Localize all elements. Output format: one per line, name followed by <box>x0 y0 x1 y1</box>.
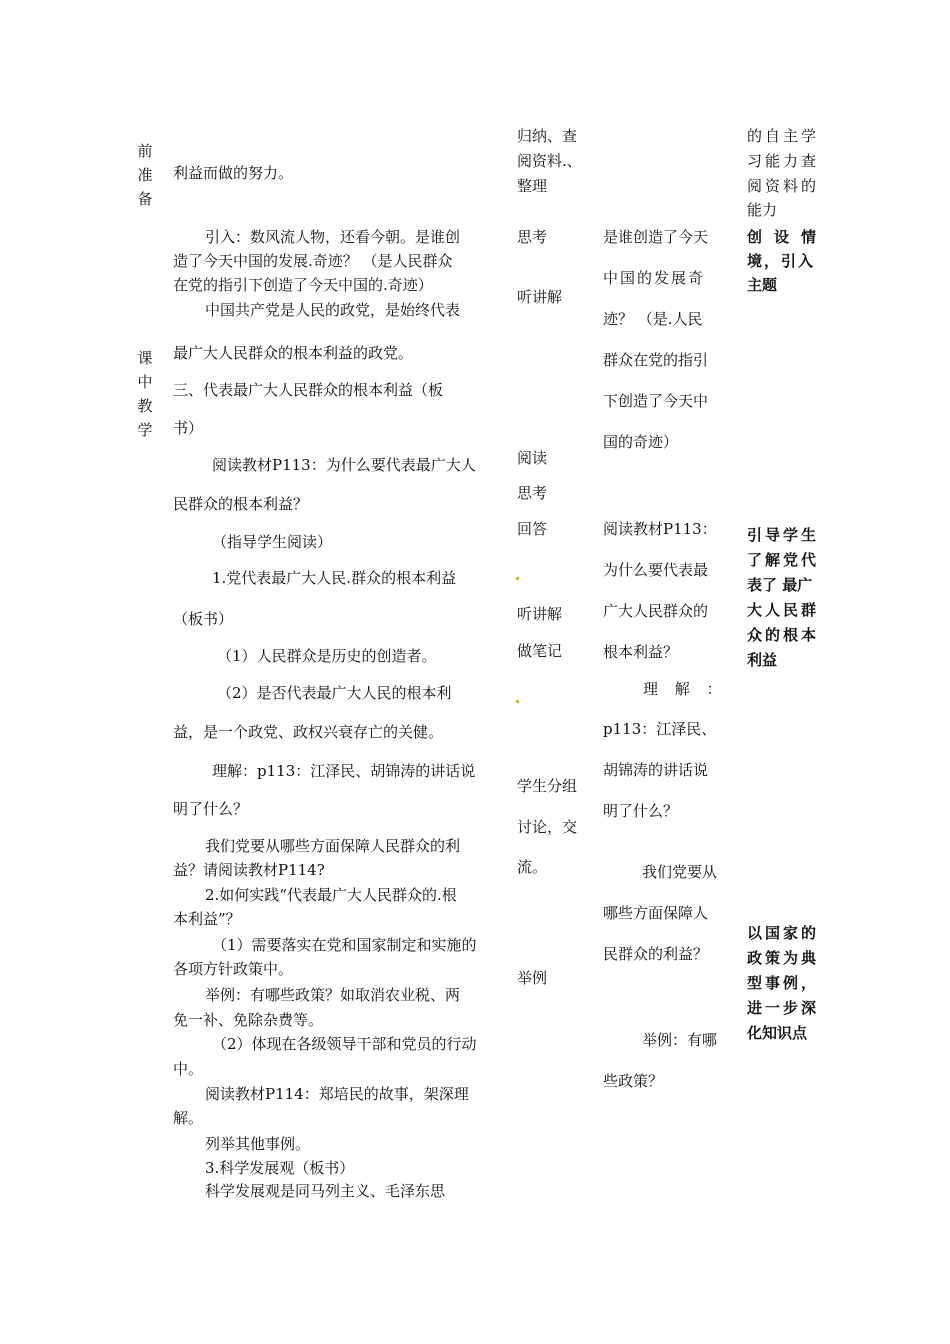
intent-line: 主题 <box>747 276 778 294</box>
intent-line: 了解党代 <box>747 551 820 569</box>
intent-line: 利益 <box>747 651 778 669</box>
intent-line: 创设情 <box>747 228 829 246</box>
content-line: 引入：数风流人物，还看今朝。是谁创 <box>205 228 461 246</box>
activity-line: 回答 <box>517 520 548 538</box>
teacher-line: 下创造了今天中 <box>603 392 709 410</box>
intent-line: 能力 <box>747 201 778 219</box>
content-line: 造了今天中国的发展.奇迹？ （是人民群众 <box>173 252 453 270</box>
teacher-line: 举例：有哪 <box>642 1031 718 1049</box>
teacher-line: 广大人民群众的 <box>603 602 709 620</box>
activity-line: 思考 <box>517 228 548 246</box>
content-line: 阅读教材P114：郑培民的故事，架深理 <box>205 1085 469 1103</box>
activity-line: 听讲解 <box>517 288 563 306</box>
content-line: 3.科学发展观（板书） <box>205 1159 355 1177</box>
section-heading: 三、代表最广大人民群众的根本利益（板 <box>173 381 444 399</box>
intent-line: 进一步深 <box>747 999 820 1017</box>
content-line: （1）人民群众是历史的创造者。 <box>217 647 437 665</box>
teacher-line: 明了什么？ <box>603 802 679 820</box>
intent-line: 习能力查 <box>747 152 820 170</box>
intent-line: 境，引入 <box>747 252 816 270</box>
content-line: 中。 <box>173 1060 204 1078</box>
content-line: （1）需要落实在党和国家制定和实施的 <box>212 936 477 954</box>
content-line: 书） <box>173 419 204 437</box>
phase-char: 中 <box>137 373 153 391</box>
stray-mark <box>516 577 519 580</box>
activity-line: 阅资料.、 <box>517 152 582 170</box>
content-line: 明了什么？ <box>173 800 249 818</box>
phase-label-pre-class <box>135 139 155 211</box>
content-line: 举例：有哪些政策？如取消农业税、两 <box>205 986 461 1004</box>
phase-label-in-class <box>135 346 155 442</box>
activity-line: 讨论，交 <box>517 818 578 836</box>
content-line: 本利益”？ <box>173 910 241 928</box>
teacher-line: 为什么要代表最 <box>603 561 709 579</box>
content-line: （板书） <box>173 610 234 628</box>
stray-mark <box>516 700 519 703</box>
activity-line: 举例 <box>517 969 548 987</box>
activity-line: 流。 <box>517 858 548 876</box>
phase-char: 前 <box>137 142 153 160</box>
teacher-line: 胡锦涛的讲话说 <box>603 761 709 779</box>
content-line: 我们党要从哪些方面保障人民群众的利 <box>205 837 461 855</box>
intent-line: 化知识点 <box>747 1024 808 1042</box>
phase-char: 备 <box>137 190 153 208</box>
content-line: 阅读教材P113：为什么要代表最广大人 <box>212 456 476 474</box>
phase-char: 学 <box>137 421 153 439</box>
phase-char: 教 <box>137 397 153 415</box>
content-line: （2）体现在各级领导干部和党员的行动 <box>212 1035 477 1053</box>
activity-line: 做笔记 <box>517 642 563 660</box>
content-line: 解。 <box>173 1109 204 1127</box>
content-line: （2）是否代表最广大人民的根本利 <box>217 684 452 702</box>
teacher-line: 中国的发展奇 <box>603 269 706 287</box>
teacher-line: 是谁创造了今天 <box>603 228 709 246</box>
phase-char: 准 <box>137 166 153 184</box>
content-line: （指导学生阅读） <box>212 533 333 551</box>
teacher-line: 理 解 ： <box>643 680 728 698</box>
content-line: 2.如何实践“代表最广大人民群众的.根 <box>205 886 457 904</box>
content-line: 利益而做的努力。 <box>173 164 294 182</box>
content-line: 各项方针政策中。 <box>173 960 294 978</box>
teacher-line: 我们党要从 <box>642 863 718 881</box>
intent-line: 政策为典 <box>747 949 820 967</box>
teacher-line: p113：江泽民、 <box>603 720 717 738</box>
activity-line: 听讲解 <box>517 605 563 623</box>
intent-line: 大人民群 <box>747 601 820 619</box>
teacher-line: 阅读教材P113： <box>603 520 717 538</box>
intent-line: 引导学生 <box>747 526 820 544</box>
intent-line: 的自主学 <box>747 127 820 145</box>
intent-line: 众的根本 <box>747 626 820 644</box>
intent-line: 表了 最广 <box>747 576 813 594</box>
activity-line: 整理 <box>517 177 548 195</box>
content-line: 最广大人民群众的根本利益的政党。 <box>173 344 414 362</box>
phase-char: 课 <box>137 349 153 367</box>
teacher-line: 群众在党的指引 <box>603 351 709 369</box>
teacher-line: 民群众的利益？ <box>603 945 709 963</box>
activity-line: 思考 <box>517 484 548 502</box>
teacher-line: 国的奇迹） <box>603 433 679 451</box>
intent-line: 以国家的 <box>747 924 820 942</box>
content-line: 列举其他事例。 <box>205 1135 311 1153</box>
intent-line: 型事例， <box>747 974 820 992</box>
intent-line: 阅资料的 <box>747 177 820 195</box>
content-line: 在党的指引下创造了今天中国的.奇迹） <box>173 276 433 294</box>
content-line: 民群众的根本利益？ <box>173 495 309 513</box>
teacher-line: 哪些方面保障人 <box>603 904 709 922</box>
content-line: 理解：p113：江泽民、胡锦涛的讲话说 <box>212 762 476 780</box>
teacher-line: 根本利益？ <box>603 643 679 661</box>
content-line: 益？请阅读教材P114? <box>173 861 325 879</box>
content-line: 中国共产党是人民的政党，是始终代表 <box>205 301 461 319</box>
content-line: 免一补、免除杂费等。 <box>173 1011 324 1029</box>
activity-line: 归纳、查 <box>517 127 578 145</box>
activity-line: 学生分组 <box>517 777 578 795</box>
teacher-line: 些政策？ <box>603 1072 664 1090</box>
content-line: 1.党代表最广大人民.群众的根本利益 <box>212 569 457 587</box>
content-line: 益，是一个政党、政权兴衰存亡的关健。 <box>173 723 444 741</box>
teacher-line: 迹？ （是.人民 <box>603 310 703 328</box>
content-line: 科学发展观是同马列主义、毛泽东思 <box>205 1182 446 1200</box>
activity-line: 阅读 <box>517 449 548 467</box>
